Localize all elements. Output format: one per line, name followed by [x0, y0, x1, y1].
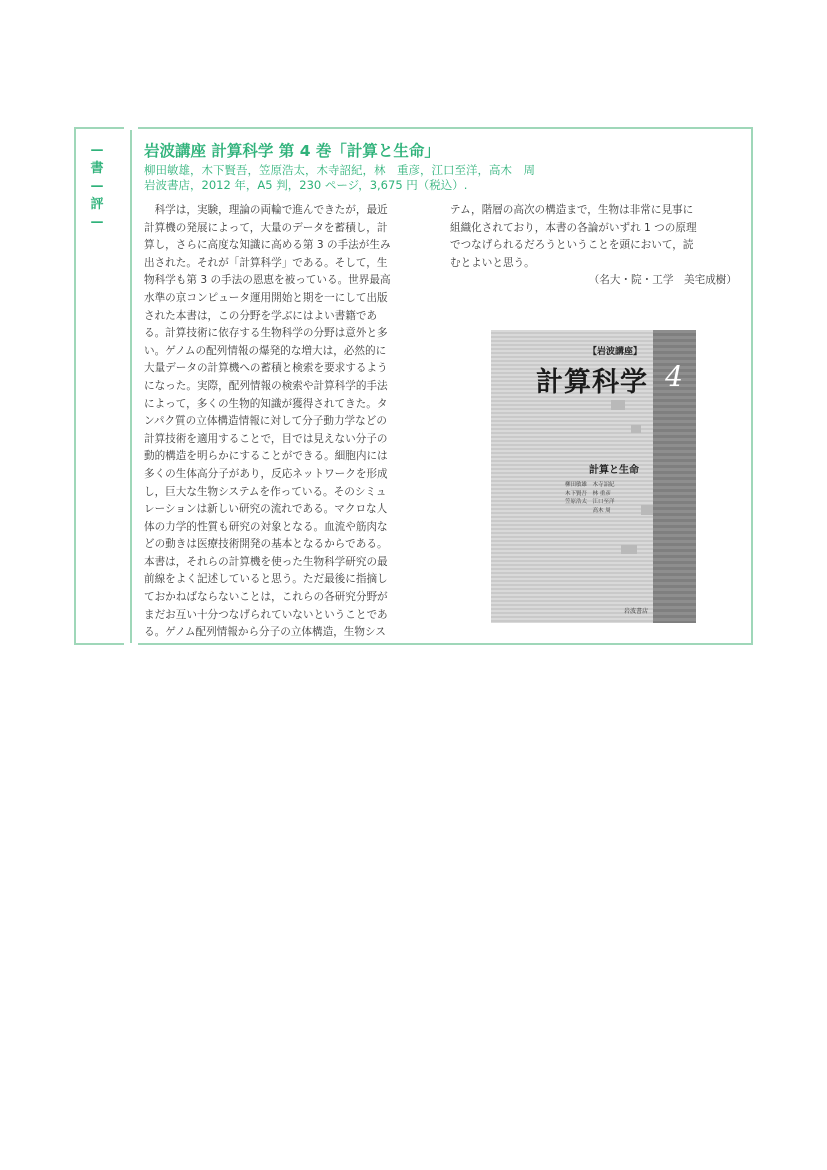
book-title: 岩波講座 計算科学 第 4 巻「計算と生命」 — [144, 142, 440, 160]
reviewer-signature: （名大・院・工学 美宅成樹） — [588, 274, 737, 286]
cover-title: 計算科学 — [536, 367, 648, 398]
cover-publisher: 岩波書店 — [624, 608, 649, 615]
book-publisher-info: 岩波書店，2012 年，A5 判，230 ページ，3,675 円（税込）. — [144, 178, 468, 192]
cover-series: 【岩波講座】 — [588, 347, 643, 357]
cover-pixel-decor — [611, 400, 625, 410]
frame-divider — [130, 127, 132, 645]
dash: — — [90, 143, 104, 158]
dash: — — [90, 179, 104, 194]
cover-volume-number: 4 — [665, 360, 683, 393]
cover-author-line: 木下賢吾 林 重彦 — [565, 490, 611, 497]
section-label-char: 評 — [90, 197, 104, 212]
section-label-char: 書 — [90, 161, 104, 176]
cover-author-line: 高木 周 — [565, 507, 611, 514]
book-authors: 柳田敏雄，木下賢吾，笠原浩太，木寺詔紀，林 重彦，江口至洋，高木 周 — [144, 163, 535, 177]
book-cover-image — [491, 330, 696, 623]
frame-notch — [124, 643, 138, 647]
section-label — [86, 142, 108, 232]
cover-author-line: 柳田敏雄 木寺詔紀 — [565, 482, 615, 488]
review-body-right: テム，階層の高次の構造まで，生物は非常に見事に 組織化されており，本書の各論がいずれ 1 つの原理 でつなげられるだろうということを頭において，読 むとよいと思う。 — [450, 204, 697, 269]
review-body-left: 科学は，実験，理論の両輪で進んできたが，最近 計算機の発展によって，大量のデータを蓄積し，計 算し，さらに高度な知識に高める第 3 の手法が生み 出された。それが「計算科学」である。そして，生 物科学も第 3 の手法の恩恵を被っている。世界最高 水準の京コンピュータ運用開始と期を一にして出版 された本書は，この分野を学ぶにはよい書籍であ る。計算技術に依存する生物科学の分野は意外と多 い。ゲノムの配列情報の爆発的な増大は，必然的に 大量データの計算機への蓄積と検索を要求するよう になった。実際，配列情報の検索や計算科学的手法 によって，多くの生物的知識が獲得されてきた。タ ンパク質の立体構造情報に対して分子動力学などの 計算技術を適用することで，目では見えない分子の 動的構造を明らかにすることができる。細胞内には 多くの生体高分子があり，反応ネットワークを形成 し，巨大な生物システムを作っている。そのシミュ レーションは新しい研究の流れである。マクロな人 体の力学的性質も研究の対象となる。血流や筋肉な どの動きは医療技術開発の基本となるからである。 本書は，それらの計算機を使った生物科学研究の最 前線をよく記述していると思う。ただ最後に指摘し ておかねばならないことは，これらの各研究分野が まだお互い十分つなげられていないということであ る。ゲノム配列情報から分子の立体構造，生物シス — [144, 204, 391, 639]
cover-pixel-decor — [631, 425, 641, 433]
cover-pixel-decor — [621, 545, 637, 554]
dash: — — [90, 215, 104, 230]
frame-notch — [124, 126, 138, 130]
cover-subtitle: 計算と生命 — [589, 465, 639, 476]
cover-author-line: 笠原浩太 江口至洋 — [565, 499, 615, 505]
cover-authors — [565, 481, 655, 515]
